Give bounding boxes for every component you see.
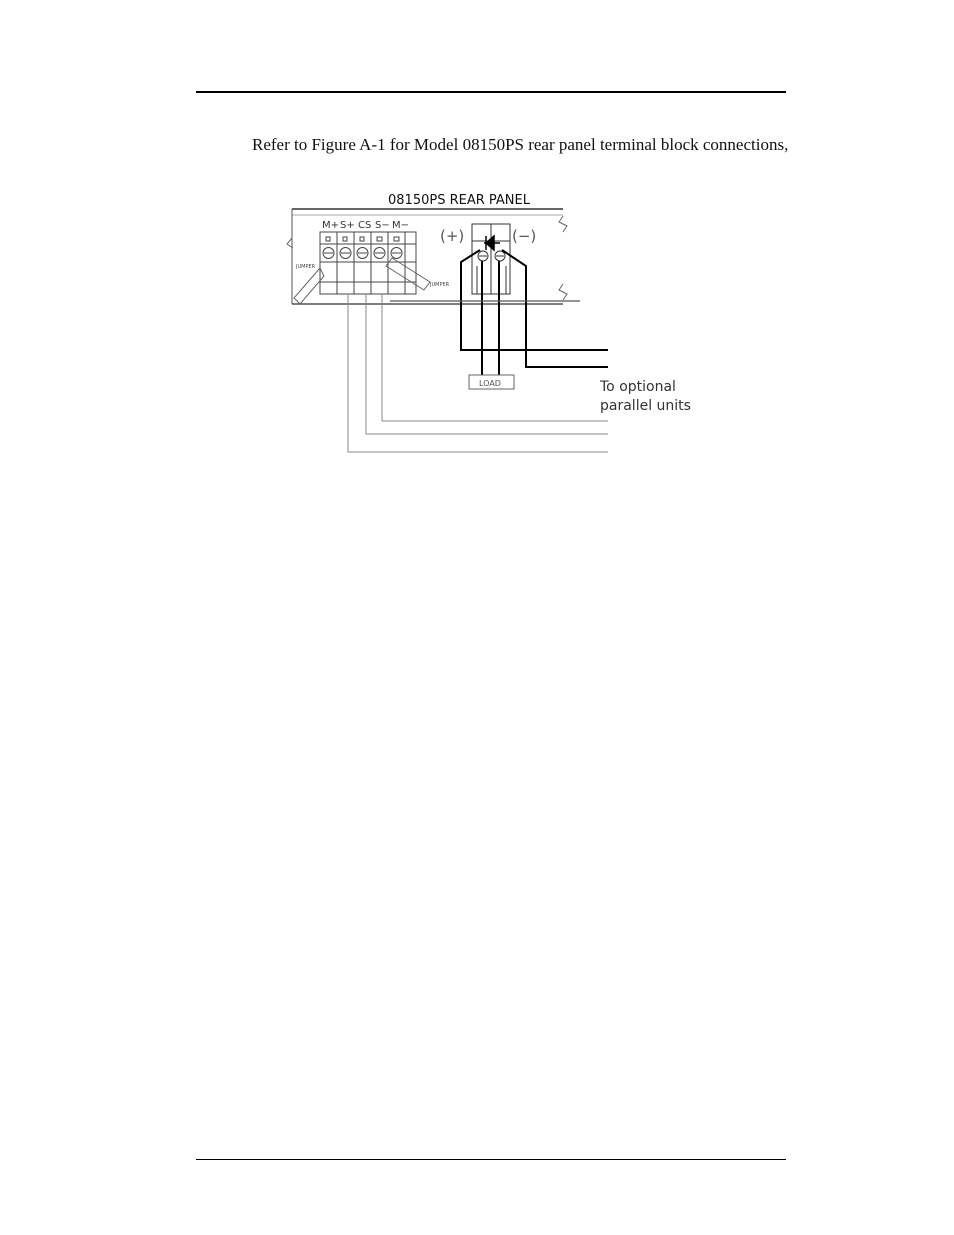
jumper-right bbox=[386, 258, 430, 290]
jumper-left-label: JUMPER bbox=[296, 264, 316, 270]
diode-symbol bbox=[484, 236, 500, 250]
rear-panel-figure bbox=[280, 186, 700, 461]
terminal-label-cs: CS bbox=[358, 220, 372, 231]
parallel-wiring bbox=[348, 294, 608, 452]
load-label: LOAD bbox=[479, 379, 501, 388]
output-wiring bbox=[461, 250, 608, 375]
jumper-right-label: JUMPER bbox=[430, 282, 450, 288]
terminal-label-m-minus: M− bbox=[392, 220, 410, 231]
output-terminal bbox=[472, 224, 510, 294]
terminal-label-s-minus: S− bbox=[375, 220, 390, 231]
terminal-block bbox=[320, 232, 416, 294]
terminal-labels bbox=[322, 220, 409, 231]
minus-label: (−) bbox=[512, 227, 537, 245]
panel-title: 08150PS REAR PANEL bbox=[388, 193, 530, 208]
intro-paragraph: Refer to Figure A-1 for Model 08150PS rear panel terminal block connections, bbox=[252, 135, 789, 154]
terminal-label-m-plus: M+ bbox=[322, 220, 340, 231]
header-rule bbox=[196, 91, 786, 93]
plus-label: (+) bbox=[440, 227, 465, 245]
parallel-note-line1: To optional bbox=[600, 379, 676, 395]
terminal-label-s-plus: S+ bbox=[340, 220, 355, 231]
footer-rule bbox=[196, 1159, 786, 1160]
parallel-note-line2: parallel units bbox=[600, 398, 691, 414]
